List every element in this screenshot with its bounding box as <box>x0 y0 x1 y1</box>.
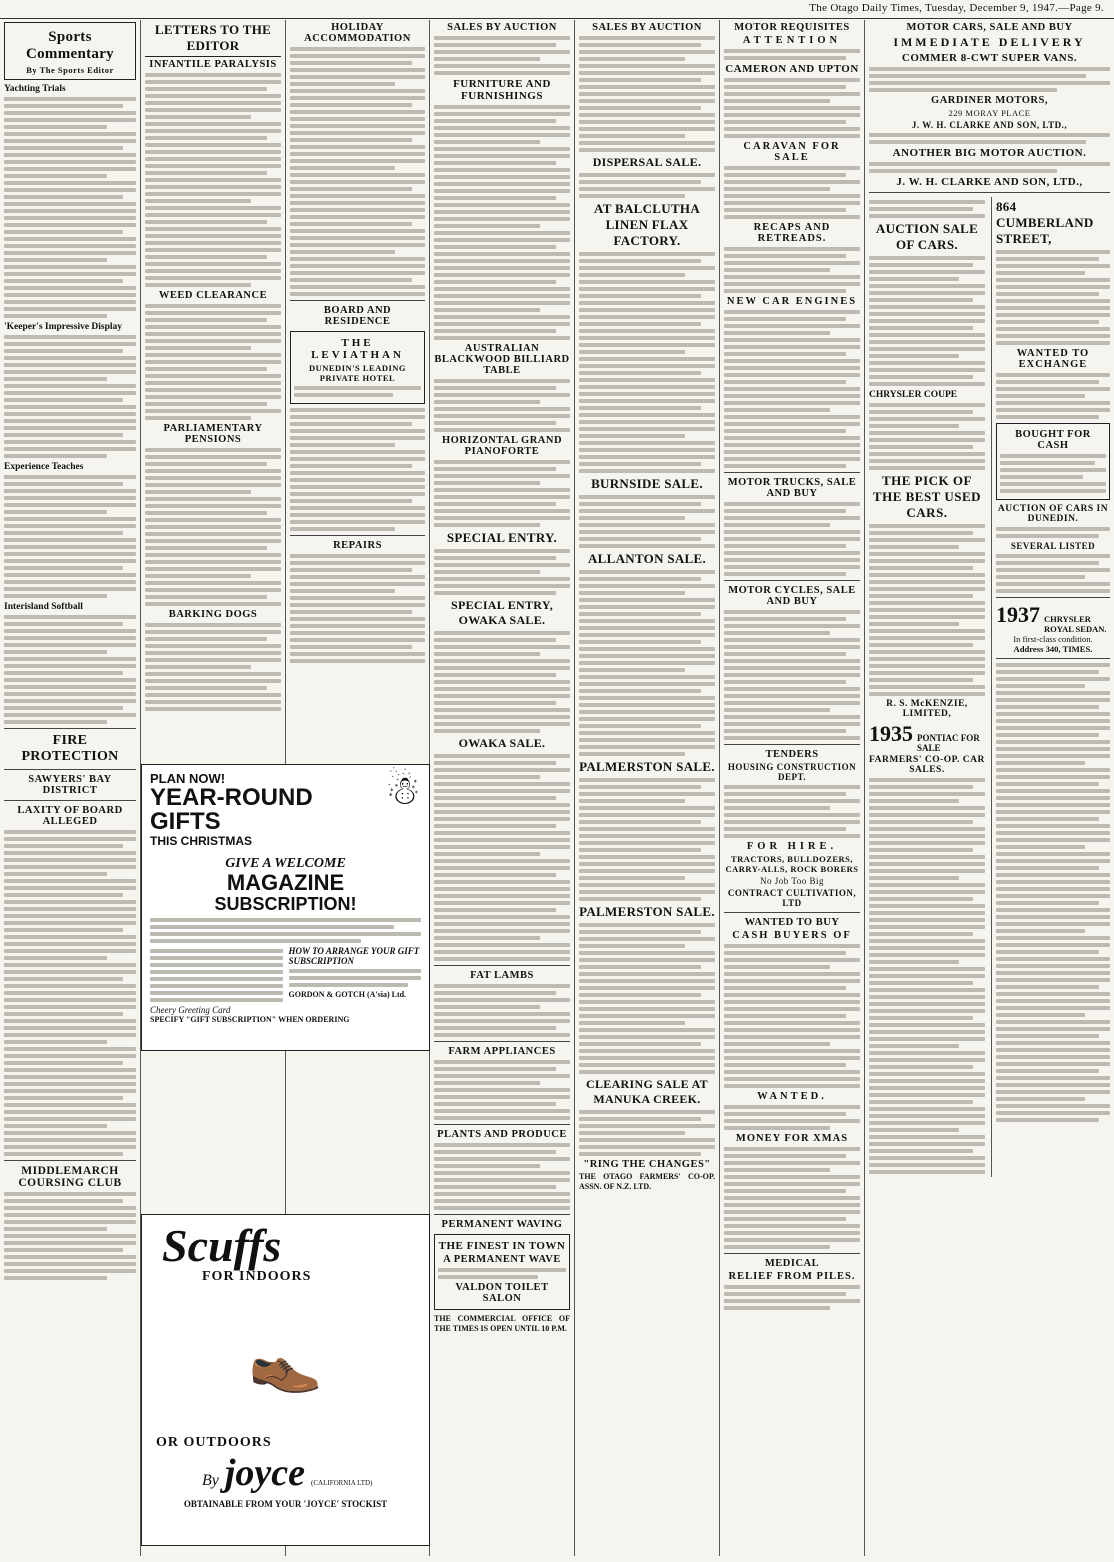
infantile-heading: INFANTILE PARALYSIS <box>149 59 277 70</box>
middlemarch-heading: MIDDLEMARCH COURSING CLUB <box>18 1165 122 1189</box>
classified-body <box>724 49 860 60</box>
classified-body <box>434 1143 570 1210</box>
ring-changes: "RING THE CHANGES" <box>583 1159 711 1170</box>
classified-body <box>869 200 985 218</box>
classified-body <box>869 162 1110 173</box>
relief-piles: RELIEF FROM PILES. <box>728 1271 856 1282</box>
pensions-heading: PARLIAMENTARY PENSIONS <box>163 423 263 445</box>
palmerston-heading: PALMERSTON SALE. <box>579 759 715 774</box>
ad-subscription: SUBSCRIPTION! <box>214 894 357 914</box>
laxity-heading: LAXITY OF BOARD ALLEGED <box>17 805 123 827</box>
clearing-sale-heading: CLEARING SALE AT MANUKA CREEK. <box>586 1077 708 1106</box>
ad-scuffs: Scuffs <box>162 1220 282 1271</box>
sports-byline: By The Sports Editor <box>26 65 114 75</box>
finest-in-town: THE FINEST IN TOWN <box>438 1240 566 1252</box>
column-motor <box>720 20 864 1556</box>
owaka-sale-heading: OWAKA SALE. <box>458 736 546 750</box>
for-hire-heading: FOR HIRE. <box>746 841 838 852</box>
classified-body <box>869 256 985 386</box>
classified-body <box>290 47 425 296</box>
santa-icon: ☃ <box>385 768 421 813</box>
wanted-heading: WANTED. <box>757 1091 827 1102</box>
year-1937: 1937 <box>995 602 1040 627</box>
classified-body <box>724 785 860 838</box>
housing-heading: HOUSING CONSTRUCTION DEPT. <box>727 762 857 782</box>
classified-body <box>579 923 715 1074</box>
gardiner-motors: GARDINER MOTORS, <box>931 95 1048 106</box>
pianoforte-heading: HORIZONTAL GRAND PIANOFORTE <box>441 435 563 457</box>
tenders-heading: TENDERS <box>765 749 819 760</box>
burnside-heading: BURNSIDE SALE. <box>591 476 703 491</box>
ad-give-welcome: GIVE A WELCOME <box>225 856 346 871</box>
allanton-heading: ALLANTON SALE. <box>587 551 707 566</box>
palmerston-heading-2: PALMERSTON SALE. <box>579 904 715 919</box>
pontiac: PONTIAC FOR SALE <box>917 733 980 753</box>
joyce-scuffs-ad <box>141 1214 430 1546</box>
magazine-subscription-ad <box>141 764 430 1051</box>
column-sports <box>0 20 140 1556</box>
experience-heading: Experience Teaches <box>4 462 84 472</box>
ad-plan-now: PLAN NOW! <box>150 771 226 786</box>
motor-trucks-heading: MOTOR TRUCKS, SALE AND BUY <box>727 477 857 499</box>
article-body <box>145 73 281 287</box>
classified-body <box>724 247 860 293</box>
chrysler-royal: CHRYSLER ROYAL SEDAN. <box>1043 614 1107 634</box>
motor-cycles-heading: MOTOR CYCLES, SALE AND BUY <box>728 585 856 607</box>
sales-auction-heading: SALES BY AUCTION <box>592 22 702 33</box>
caravan-heading: CARAVAN FOR SALE <box>743 141 841 163</box>
column-auction-1 <box>430 20 574 1556</box>
farm-appliances-heading: FARM APPLIANCES <box>448 1046 556 1057</box>
classified-body <box>434 1060 570 1120</box>
classified-body <box>724 1147 860 1249</box>
cameron-upton: CAMERON AND UPTON <box>725 63 859 75</box>
classified-body <box>434 984 570 1037</box>
auction-sale-cars: AUCTION SALE OF CARS. <box>875 221 979 252</box>
contract-cultivation: CONTRACT CULTIVATION, LTD <box>727 888 857 908</box>
recaps-heading: RECAPS AND RETREADS. <box>753 222 831 244</box>
commercial-office-note: THE COMMERCIAL OFFICE OF THE TIMES IS OPEN UNTIL 10 P.M. <box>434 1314 570 1333</box>
classified-body <box>869 403 985 470</box>
column-motor-cars <box>865 20 1114 1556</box>
permanent-wave: A PERMANENT WAVE <box>443 1254 561 1265</box>
ad-how-to-arrange: HOW TO ARRANGE YOUR GIFT SUBSCRIPTION <box>288 946 420 966</box>
letters-heading: LETTERS TO THE EDITOR <box>145 22 281 57</box>
article-body <box>4 97 136 318</box>
classified-body <box>579 570 715 756</box>
ad-specify: SPECIFY "GIFT SUBSCRIPTION" WHEN ORDERING <box>150 1015 350 1024</box>
tractors-heading: TRACTORS, BULLDOZERS, CARRY-ALLS, ROCK BORERS <box>725 854 859 874</box>
classified-body <box>996 663 1110 1122</box>
leviathan-title: THE LEVIATHAN <box>311 337 404 361</box>
moray-place: 229 MORAY PLACE <box>948 108 1031 118</box>
leviathan-box <box>290 331 425 404</box>
wanted-exchange: WANTED TO EXCHANGE <box>1016 348 1090 370</box>
valdon-salon: VALDON TOILET SALON <box>455 1282 549 1304</box>
year-1935: 1935 <box>869 721 913 746</box>
ad-cheery-card: Cheery Greeting Card <box>150 1005 231 1015</box>
pick-of-best: THE PICK OF THE BEST USED CARS. <box>872 473 982 520</box>
yachting-trials-heading: Yachting Trials <box>4 84 66 94</box>
engines-heading: NEW CAR ENGINES <box>726 296 858 307</box>
wanted-to-buy-heading: WANTED TO BUY <box>744 917 840 928</box>
ad-for-indoors: FOR INDOORS <box>202 1269 312 1284</box>
sports-header-box <box>4 22 136 80</box>
motor-auction: ANOTHER BIG MOTOR AUCTION. <box>892 147 1087 159</box>
billiard-heading: AUSTRALIAN BLACKWOOD BILLIARD TABLE <box>434 343 570 376</box>
classified-body <box>724 1285 860 1310</box>
farmers-coop-cars: FARMERS' CO-OP. CAR SALES. <box>869 755 985 775</box>
classified-body <box>996 554 1110 593</box>
ad-body <box>142 918 429 943</box>
auction-cars-dunedin: AUCTION OF CARS IN DUNEDIN. <box>997 504 1109 524</box>
medical-heading: MEDICAL <box>764 1258 820 1269</box>
fire-protection-heading: FIRE PROTECTION <box>21 733 119 764</box>
chrysler-coupe: CHRYSLER COUPE <box>869 390 958 400</box>
several-listed: SEVERAL LISTED <box>1010 541 1096 551</box>
article-body <box>145 304 281 420</box>
classified-body <box>996 373 1110 419</box>
bought-cash: BOUGHT FOR CASH <box>1015 429 1091 451</box>
classified-body <box>869 524 985 696</box>
leviathan-subtitle: DUNEDIN'S LEADING PRIVATE HOTEL <box>308 363 407 383</box>
cash-buyers: CASH BUYERS OF <box>732 930 852 941</box>
farmers-coop: THE OTAGO FARMERS' CO-OP. ASSN. OF N.Z. LTD. <box>579 1172 715 1191</box>
slipper-icon: 👞 <box>248 1327 323 1394</box>
special-entry-heading: SPECIAL ENTRY. <box>446 530 558 545</box>
article-body <box>4 475 136 598</box>
classified-body <box>579 495 715 548</box>
classified-body <box>996 250 1110 345</box>
magazine-list <box>150 946 283 1005</box>
first-class-condition: In first-class condition. <box>1013 634 1093 644</box>
ad-obtainable: OBTAINABLE FROM YOUR 'JOYCE' STOCKIST <box>183 1499 388 1509</box>
classified-body <box>434 105 570 340</box>
classified-body <box>869 778 985 1174</box>
mckenzie: R. S. McKENZIE, LIMITED, <box>886 699 968 719</box>
balclutha-heading: AT BALCLUTHA LINEN FLAX FACTORY. <box>593 201 701 248</box>
ad-this-christmas: THIS CHRISTMAS <box>150 834 252 848</box>
keepers-display-heading: 'Keeper's Impressive Display <box>4 322 123 332</box>
classified-body <box>434 379 570 432</box>
address-times: Address 340, TIMES. <box>1013 644 1093 654</box>
valdon-box <box>434 1234 570 1310</box>
barking-dogs-heading: BARKING DOGS <box>168 609 258 620</box>
col7-left <box>869 197 985 1177</box>
interisland-heading: Interisland Softball <box>4 602 83 612</box>
classified-body <box>434 36 570 75</box>
classified-body <box>579 173 715 198</box>
classified-body <box>290 408 425 531</box>
article-body <box>4 615 136 724</box>
board-residence-heading: BOARD AND RESIDENCE <box>323 305 392 327</box>
classified-body <box>434 549 570 595</box>
classified-body <box>724 610 860 740</box>
classified-body <box>724 502 860 576</box>
clarke-son-2: J. W. H. CLARKE AND SON, LTD., <box>896 176 1083 188</box>
motor-cars-heading: MOTOR CARS, SALE AND BUY <box>906 22 1073 33</box>
sawyers-bay-heading: SAWYERS' BAY DISTRICT <box>28 774 112 796</box>
sports-commentary-title: Sports Commentary <box>26 29 114 62</box>
ad-magazine: MAGAZINE <box>226 870 345 895</box>
owaka-special-heading: SPECIAL ENTRY, OWAKA SALE. <box>450 598 554 627</box>
ad-gifts: GIFTS <box>150 808 221 835</box>
classified-body <box>869 133 1110 144</box>
classified-body <box>996 527 1110 538</box>
classified-body <box>579 778 715 901</box>
ad-year-round: YEAR-ROUND <box>150 784 313 811</box>
bought-cash-box <box>996 423 1110 500</box>
no-job-too-big: No Job Too Big <box>760 876 824 886</box>
ad-gordon-gotch: GORDON & GOTCH (A'sia) Ltd. <box>288 990 407 999</box>
ad-by: By <box>202 1472 219 1489</box>
ad-or-outdoors: OR OUTDOORS <box>156 1435 272 1450</box>
article-body <box>4 1192 136 1280</box>
classified-body <box>434 460 570 527</box>
motor-requisites-heading: MOTOR REQUISITES <box>734 22 850 33</box>
classified-body <box>724 310 860 468</box>
classified-body <box>724 78 860 138</box>
classified-body <box>869 67 1110 92</box>
repairs-heading: REPAIRS <box>333 540 382 551</box>
immediate-delivery: IMMEDIATE DELIVERY <box>893 35 1086 49</box>
classified-body <box>724 944 860 1088</box>
furniture-heading: FURNITURE AND FURNISHINGS <box>453 78 551 102</box>
classified-body <box>724 1105 860 1130</box>
holiday-heading: HOLIDAY ACCOMMODATION <box>304 22 411 44</box>
column-auction-2 <box>575 20 719 1556</box>
money-xmas: MONEY FOR XMAS <box>735 1133 849 1144</box>
classified-body <box>579 252 715 473</box>
attention-heading: ATTENTION <box>742 35 842 46</box>
article-body <box>145 448 281 606</box>
commer-vans: COMMER 8-CWT SUPER VANS. <box>901 52 1078 64</box>
classified-body <box>724 166 860 219</box>
col7-right <box>991 197 1110 1177</box>
sales-auction-heading: SALES BY AUCTION <box>447 22 557 33</box>
classified-body <box>579 1110 715 1156</box>
ad-california: (CALIFORNIA LTD) <box>311 1479 373 1487</box>
clarke-son: J. W. H. CLARKE AND SON, LTD., <box>911 120 1068 130</box>
article-body <box>4 335 136 458</box>
article-body <box>4 830 136 1156</box>
masthead-title: The Otago Daily Times, Tuesday, December 9, 1947.—Page 9. <box>809 2 1104 14</box>
masthead-bar <box>0 0 1114 19</box>
classified-body <box>434 631 570 733</box>
dispersal-heading: DISPERSAL SALE. <box>592 155 702 169</box>
fat-lambs-heading: FAT LAMBS <box>470 970 534 981</box>
column-holiday <box>286 20 429 760</box>
classified-body <box>434 754 570 961</box>
weed-clearance-heading: WEED CLEARANCE <box>158 290 268 301</box>
waving-heading: PERMANENT WAVING <box>441 1219 563 1230</box>
classified-body <box>579 36 715 152</box>
ad-joyce-logo: joyce <box>224 1452 306 1494</box>
plants-heading: PLANTS AND PRODUCE <box>437 1129 567 1140</box>
article-body <box>145 623 281 711</box>
classified-body <box>290 554 425 663</box>
cumberland-street: 864 CUMBERLAND STREET, <box>995 199 1094 246</box>
